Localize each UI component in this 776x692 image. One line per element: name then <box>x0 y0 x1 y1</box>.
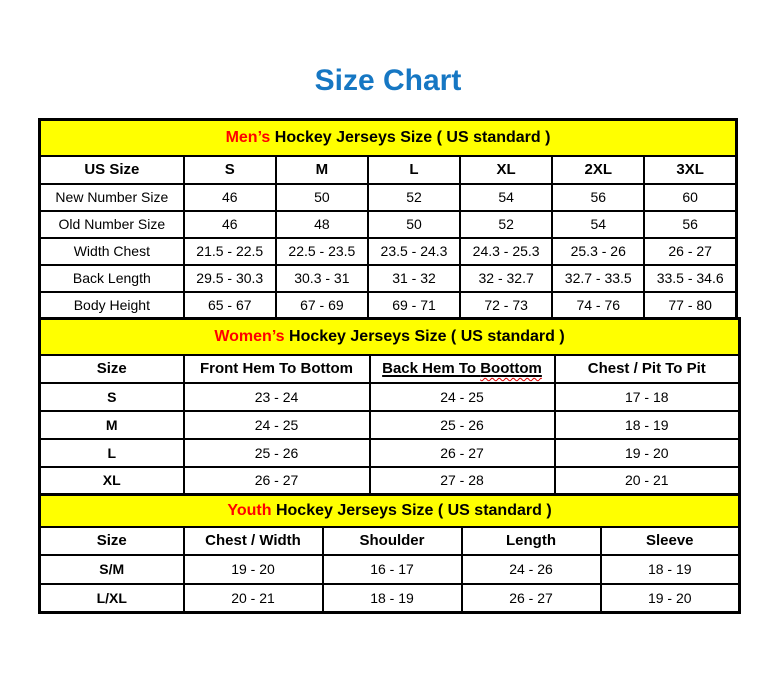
table-cell: 17 - 18 <box>555 383 740 411</box>
youth-banner-text: Hockey Jerseys Size ( US standard ) <box>271 501 552 519</box>
womens-header-row <box>40 355 740 383</box>
table-cell: 23.5 - 24.3 <box>368 238 460 265</box>
womens-col-header <box>370 355 555 383</box>
table-row <box>40 411 740 439</box>
table-cell: 16 - 17 <box>323 555 462 584</box>
table-cell: 77 - 80 <box>644 292 736 319</box>
table-cell: 56 <box>552 184 644 211</box>
mens-col-header: L <box>368 156 460 184</box>
table-cell: 30.3 - 31 <box>276 265 368 292</box>
mens-banner-row <box>40 120 737 156</box>
mens-col-header: S <box>184 156 276 184</box>
table-cell: 46 <box>184 184 276 211</box>
table-cell: 60 <box>644 184 736 211</box>
youth-header-row <box>40 527 740 555</box>
table-cell: 25.3 - 26 <box>552 238 644 265</box>
table-row <box>40 292 737 319</box>
table-cell: 26 - 27 <box>184 467 370 495</box>
table-cell: 20 - 21 <box>555 467 740 495</box>
table-row <box>40 467 740 495</box>
table-cell: 29.5 - 30.3 <box>184 265 276 292</box>
table-cell: 32.7 - 33.5 <box>552 265 644 292</box>
youth-col-header: Size <box>40 527 184 555</box>
page-title: Size Chart <box>314 64 462 97</box>
youth-col-header: Length <box>462 527 601 555</box>
table-cell: 67 - 69 <box>276 292 368 319</box>
table-cell: 52 <box>368 184 460 211</box>
table-cell: 69 - 71 <box>368 292 460 319</box>
table-cell: 72 - 73 <box>460 292 552 319</box>
mens-header-row <box>40 156 737 184</box>
table-cell: 26 - 27 <box>644 238 736 265</box>
youth-col-header: Chest / Width <box>184 527 323 555</box>
mens-col-header: M <box>276 156 368 184</box>
table-cell: 24.3 - 25.3 <box>460 238 552 265</box>
table-row <box>40 265 737 292</box>
mens-col-header: US Size <box>40 156 184 184</box>
table-cell: 32 - 32.7 <box>460 265 552 292</box>
mens-size-table <box>38 118 738 320</box>
row-label: M <box>40 411 184 439</box>
womens-banner <box>40 319 740 355</box>
table-cell: 46 <box>184 211 276 238</box>
table-cell: 20 - 21 <box>184 584 323 613</box>
table-row <box>40 211 737 238</box>
row-label: New Number Size <box>40 184 184 211</box>
mens-banner-text: Hockey Jerseys Size ( US standard ) <box>270 128 551 146</box>
table-cell: 24 - 26 <box>462 555 601 584</box>
misspelled-word: Boottom <box>480 360 542 377</box>
table-cell: 52 <box>460 211 552 238</box>
table-cell: 18 - 19 <box>601 555 740 584</box>
youth-col-header: Sleeve <box>601 527 740 555</box>
youth-col-header: Shoulder <box>323 527 462 555</box>
womens-banner-row <box>40 319 740 355</box>
womens-size-table <box>38 317 741 496</box>
row-label: S <box>40 383 184 411</box>
mens-banner <box>40 120 737 156</box>
table-row <box>40 555 740 584</box>
table-row <box>40 383 740 411</box>
table-cell: 31 - 32 <box>368 265 460 292</box>
row-label: Width Chest <box>40 238 184 265</box>
womens-banner-text: Hockey Jerseys Size ( US standard ) <box>284 327 565 345</box>
row-label: Back Length <box>40 265 184 292</box>
table-cell: 25 - 26 <box>370 411 555 439</box>
table-cell: 48 <box>276 211 368 238</box>
table-cell: 19 - 20 <box>184 555 323 584</box>
table-cell: 22.5 - 23.5 <box>276 238 368 265</box>
table-row <box>40 238 737 265</box>
spellchecked-header <box>382 360 542 377</box>
table-cell: 21.5 - 22.5 <box>184 238 276 265</box>
row-label: L/XL <box>40 584 184 613</box>
row-label: Old Number Size <box>40 211 184 238</box>
womens-col-header: Chest / Pit To Pit <box>555 355 740 383</box>
mens-col-header: XL <box>460 156 552 184</box>
youth-banner <box>40 495 740 527</box>
row-label: S/M <box>40 555 184 584</box>
table-cell: 24 - 25 <box>184 411 370 439</box>
table-cell: 27 - 28 <box>370 467 555 495</box>
header-text: Back Hem To <box>382 360 481 377</box>
youth-banner-highlight: Youth <box>227 501 272 519</box>
table-cell: 24 - 25 <box>370 383 555 411</box>
womens-banner-highlight: Women’s <box>214 327 285 345</box>
table-cell: 23 - 24 <box>184 383 370 411</box>
table-cell: 18 - 19 <box>555 411 740 439</box>
table-cell: 65 - 67 <box>184 292 276 319</box>
womens-col-header: Size <box>40 355 184 383</box>
tables-container <box>38 118 738 614</box>
table-cell: 26 - 27 <box>462 584 601 613</box>
womens-col-header: Front Hem To Bottom <box>184 355 370 383</box>
row-label: Body Height <box>40 292 184 319</box>
table-cell: 18 - 19 <box>323 584 462 613</box>
table-row <box>40 184 737 211</box>
table-row <box>40 584 740 613</box>
table-row <box>40 439 740 467</box>
table-cell: 54 <box>460 184 552 211</box>
table-cell: 25 - 26 <box>184 439 370 467</box>
youth-banner-row <box>40 495 740 527</box>
mens-col-header: 2XL <box>552 156 644 184</box>
youth-size-table <box>38 493 741 614</box>
table-cell: 50 <box>276 184 368 211</box>
table-cell: 56 <box>644 211 736 238</box>
table-cell: 54 <box>552 211 644 238</box>
table-cell: 33.5 - 34.6 <box>644 265 736 292</box>
mens-banner-highlight: Men’s <box>225 128 271 146</box>
row-label: L <box>40 439 184 467</box>
table-cell: 19 - 20 <box>601 584 740 613</box>
table-cell: 50 <box>368 211 460 238</box>
mens-col-header: 3XL <box>644 156 736 184</box>
table-cell: 26 - 27 <box>370 439 555 467</box>
table-cell: 19 - 20 <box>555 439 740 467</box>
row-label: XL <box>40 467 184 495</box>
table-cell: 74 - 76 <box>552 292 644 319</box>
